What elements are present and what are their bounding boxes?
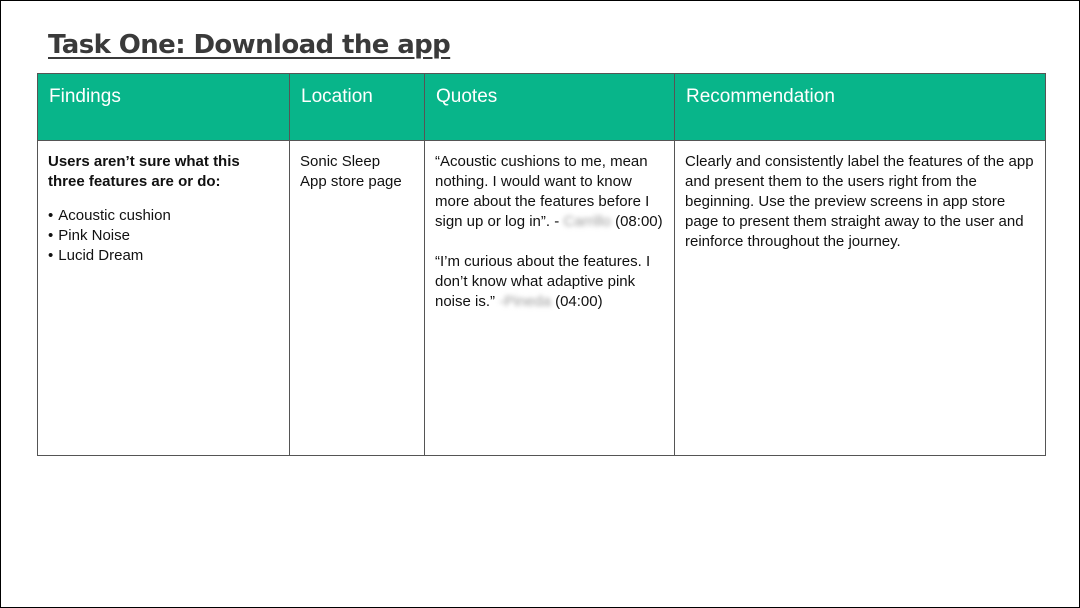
redacted-name: Carrillo [563, 213, 611, 230]
finding-item: • Lucid Dream [48, 246, 279, 266]
finding-list [48, 206, 279, 266]
location-page: App store page [300, 173, 402, 190]
table-header-row [38, 74, 1046, 141]
header-findings: Findings [38, 74, 290, 141]
finding-item: • Acoustic cushion [48, 206, 279, 226]
quote-one: “Acoustic cushions to me, mean nothing. I would want to know more about the features before I sign up or log in”. - Carrillo (08:00) [435, 153, 663, 230]
findings-table [37, 73, 1046, 456]
location-app: Sonic Sleep [300, 153, 381, 170]
redacted-name: -Pineda [499, 293, 551, 310]
page-title: Task One: Download the app [48, 30, 451, 60]
table-row [38, 141, 1046, 456]
quotes-cell [425, 141, 675, 456]
recommendation-cell: Clearly and consistently label the features of the app and present them to the users right from the beginning. Use the preview screens in app store page to present them straight away to the user and reinforce throughout the journey. [675, 141, 1046, 456]
quote-two: “I’m curious about the features. I don’t know what adaptive pink noise is.” -Pineda (04:00) [435, 253, 651, 310]
header-quotes: Quotes [425, 74, 675, 141]
location-cell [290, 141, 425, 456]
header-location: Location [290, 74, 425, 141]
quote-timestamp: (04:00) [555, 293, 603, 310]
finding-heading: Users aren’t sure what this three features are or do: [48, 153, 240, 190]
finding-item: • Pink Noise [48, 226, 279, 246]
header-recommendation: Recommendation [675, 74, 1046, 141]
findings-cell [38, 141, 290, 456]
quote-timestamp: (08:00) [615, 213, 663, 230]
